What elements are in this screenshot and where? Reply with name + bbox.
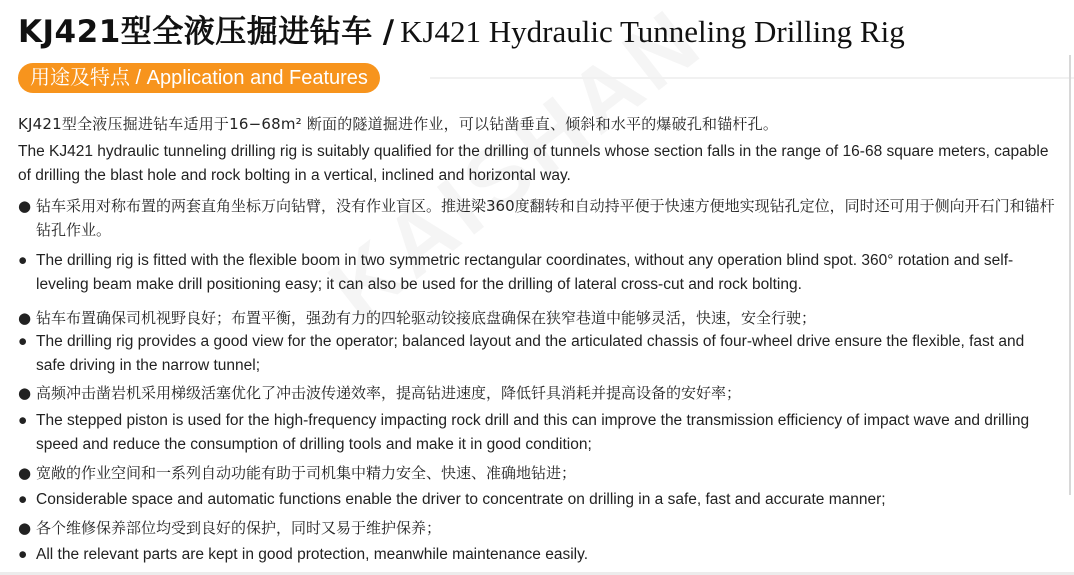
feature-text: 宽敞的作业空间和一系列自动功能有助于司机集中精力安全、快速、准确地钻进； bbox=[36, 464, 577, 482]
bullet-icon: ● bbox=[18, 519, 32, 537]
feature-1-english bbox=[18, 249, 1056, 297]
bullet-icon: ● bbox=[18, 197, 32, 215]
bullet-icon: ● bbox=[18, 546, 28, 563]
feature-2-chinese bbox=[18, 306, 1056, 330]
title-chinese: KJ421型全液压掘进钻车 bbox=[18, 14, 373, 50]
header-divider bbox=[430, 77, 1074, 79]
feature-4-chinese bbox=[18, 461, 1056, 485]
feature-3-english bbox=[18, 409, 1056, 457]
feature-2-english bbox=[18, 330, 1056, 378]
bullet-icon: ● bbox=[18, 309, 32, 327]
bullet-icon: ● bbox=[18, 252, 28, 269]
feature-5-english bbox=[18, 543, 1056, 567]
bullet-icon: ● bbox=[18, 491, 28, 508]
right-edge-divider bbox=[1069, 55, 1071, 495]
title-english: KJ421 Hydraulic Tunneling Drilling Rig bbox=[400, 14, 905, 49]
intro-english: The KJ421 hydraulic tunneling drilling rig is suitably qualified for the drilling of tunnels whose section falls in the range of 16-68 square meters, capable of drilling the blast hole and rock bolting in a vertical, inclined and horizontal way. bbox=[18, 143, 1049, 184]
section-heading-badge: 用途及特点 / Application and Features bbox=[18, 63, 380, 93]
bullet-icon: ● bbox=[18, 464, 32, 482]
feature-text: 钻车布置确保司机视野良好；布置平衡，强劲有力的四轮驱动铰接底盘确保在狭窄巷道中能够灵活，快速，安全行驶； bbox=[36, 309, 817, 327]
bullet-icon: ● bbox=[18, 384, 32, 402]
feature-4-english bbox=[18, 488, 1056, 512]
feature-3-chinese bbox=[18, 381, 1056, 405]
page-title bbox=[18, 6, 905, 50]
feature-1-chinese bbox=[18, 194, 1056, 242]
feature-text: The stepped piston is used for the high-frequency impacting rock drill and this can improve the transmission efficiency of impact wave and drilling speed and reduce the consumption of drilling tools and make it in good condition; bbox=[36, 412, 1030, 453]
feature-text: 各个维修保养部位均受到良好的保护，同时又易于维护保养； bbox=[36, 519, 442, 537]
feature-text: Considerable space and automatic functions enable the driver to concentrate on drilling in a safe, fast and accurate manner; bbox=[36, 491, 886, 508]
bullet-icon: ● bbox=[18, 412, 28, 429]
feature-text: 钻车采用对称布置的两套直角坐标万向钻臂，没有作业盲区。推进梁360度翻转和自动持平便于快速方便地实现钻孔定位，同时还可用于侧向开石门和锚杆钻孔作业。 bbox=[36, 197, 1055, 239]
title-separator: / bbox=[382, 14, 395, 50]
feature-text: The drilling rig is fitted with the flexible boom in two symmetric rectangular coordinates, without any operation blind spot. 360° rotation and self-leveling beam make drill positioning easy; it can also be used for the drilling of lateral cross-cut and rock bolting. bbox=[36, 252, 1014, 293]
bullet-icon: ● bbox=[18, 333, 28, 350]
feature-text: 高频冲击凿岩机采用梯级活塞优化了冲击波传递效率，提高钻进速度，降低钎具消耗并提高设备的安好率； bbox=[36, 384, 742, 402]
feature-text: The drilling rig provides a good view for the operator; balanced layout and the articulated chassis of four-wheel drive ensure the flexible, fast and safe driving in the narrow tunnel; bbox=[36, 333, 1025, 374]
feature-5-chinese bbox=[18, 516, 1056, 540]
intro-chinese: KJ421型全液压掘进钻车适用于16−68m² 断面的隧道掘进作业，可以钻凿垂直、倾斜和水平的爆破孔和锚杆孔。 bbox=[18, 115, 779, 133]
feature-text: All the relevant parts are kept in good protection, meanwhile maintenance easily. bbox=[36, 546, 588, 563]
